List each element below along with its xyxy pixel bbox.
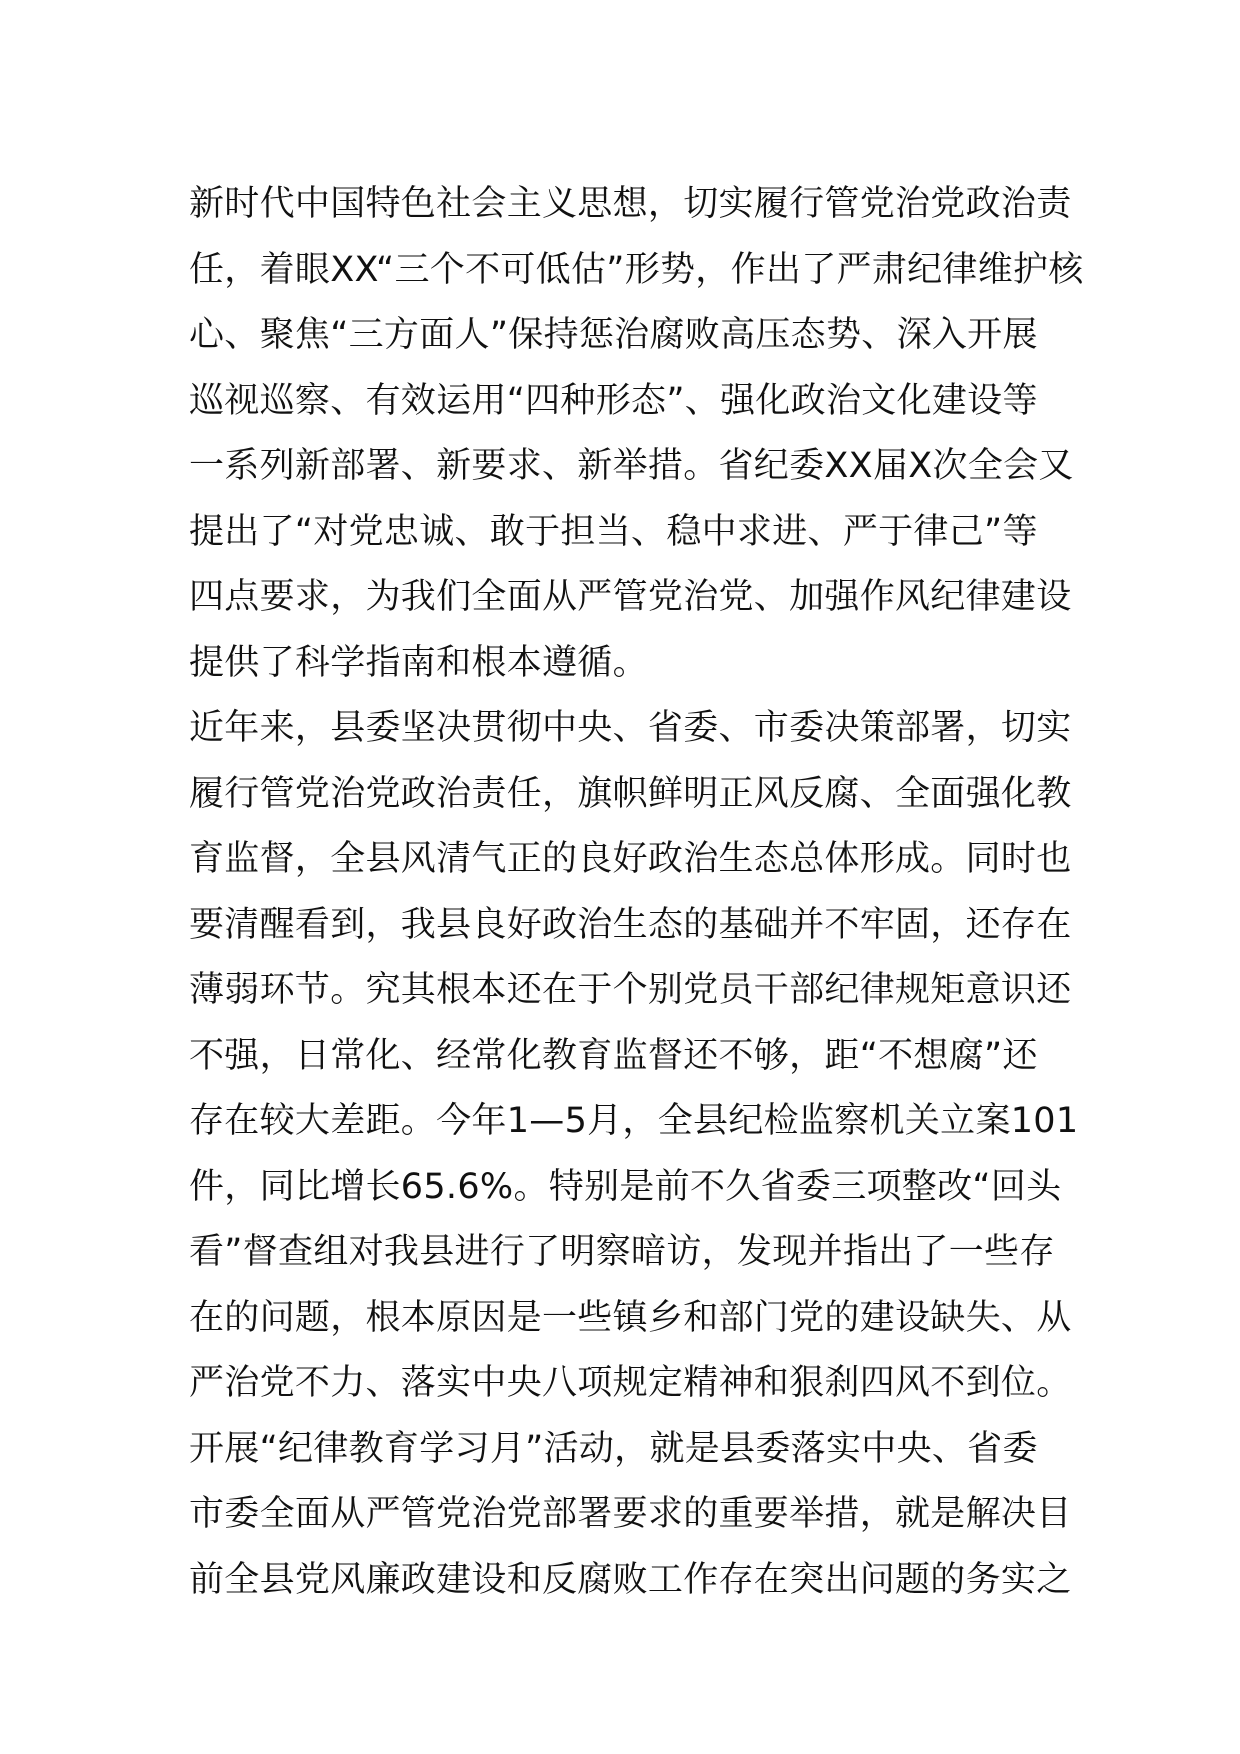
text-line: 近年来，县委坚决贯彻中央、省委、市委决策部署，切实 bbox=[189, 708, 1072, 748]
text-line: 开展“纪律教育学习月”活动，就是县委落实中央、省委 bbox=[189, 1428, 1038, 1469]
text-line: 薄弱环节。究其根本还在于个别党员干部纪律规矩意识还 bbox=[189, 970, 1072, 1010]
text-line: 新时代中国特色社会主义思想，切实履行管党治党政治责 bbox=[189, 184, 1072, 224]
text-line: 提出了“对党忠诚、敢于担当、稳中求进、严于律己”等 bbox=[189, 511, 1038, 552]
text-line: 履行管党治党政治责任，旗帜鲜明正风反腐、全面强化教 bbox=[189, 773, 1072, 814]
text-line: 育监督，全县风清气正的良好政治生态总体形成。同时也 bbox=[189, 839, 1072, 879]
text-line: 提供了科学指南和根本遵循。 bbox=[189, 642, 648, 683]
text-line: 市委全面从严管党治党部署要求的重要举措，就是解决目 bbox=[189, 1494, 1072, 1534]
body-text bbox=[189, 172, 1084, 1613]
text-line: 心、聚焦“三方面人”保持惩治腐败高压态势、深入开展 bbox=[189, 315, 1038, 355]
text-line: 严治党不力、落实中央八项规定精神和狠刹四风不到位。 bbox=[189, 1363, 1072, 1403]
text-line: 存在较大差距。今年1—5月，全县纪检监察机关立案101 bbox=[189, 1101, 1079, 1141]
text-line: 不强，日常化、经常化教育监督还不够，距“不想腐”还 bbox=[189, 1035, 1038, 1076]
text-line: 件，同比增长65.6%。特别是前不久省委三项整改“回头 bbox=[189, 1166, 1062, 1207]
text-line: 巡视巡察、有效运用“四种形态”、强化政治文化建设等 bbox=[189, 380, 1038, 421]
text-line: 要清醒看到，我县良好政治生态的基础并不牢固，还存在 bbox=[189, 904, 1072, 945]
text-line: 一系列新部署、新要求、新举措。省纪委XX届X次全会又 bbox=[189, 446, 1074, 486]
text-line: 任，着眼XX“三个不可低估”形势，作出了严肃纪律维护核 bbox=[189, 249, 1084, 290]
text-line: 四点要求，为我们全面从严管党治党、加强作风纪律建设 bbox=[189, 577, 1072, 617]
text-line: 在的问题，根本原因是一些镇乡和部门党的建设缺失、从 bbox=[189, 1297, 1072, 1338]
text-line: 看”督查组对我县进行了明察暗访，发现并指出了一些存 bbox=[189, 1232, 1055, 1272]
text-line: 前全县党风廉政建设和反腐败工作存在突出问题的务实之 bbox=[189, 1559, 1072, 1600]
